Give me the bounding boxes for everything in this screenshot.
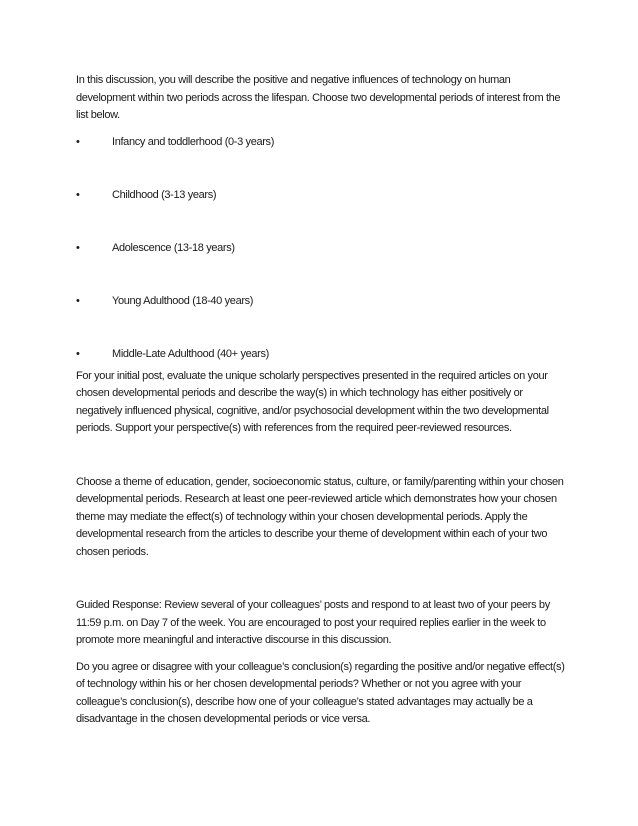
bullet-icon: •	[76, 347, 80, 360]
period-label: Middle-Late Adulthood (40+ years)	[112, 347, 269, 360]
period-label: Infancy and toddlerhood (0-3 years)	[112, 135, 275, 148]
bullet-icon: •	[76, 135, 80, 148]
period-label: Childhood (3-13 years)	[112, 188, 217, 201]
list-item	[76, 134, 566, 152]
theme-paragraph: Choose a theme of education, gender, socioeconomic status, culture, or family/parenting within your chosen developmental periods. Research at least one peer-reviewed article which demonstrates how your chosen theme may mediate the effect(s) of technology within your chosen developmental periods. Apply the developmental research from the articles to describe your theme of development within each of your two chosen periods.	[76, 475, 564, 558]
period-label: Young Adulthood (18-40 years)	[112, 294, 254, 307]
bullet-icon: •	[76, 188, 80, 201]
guided-response-paragraph: Guided Response: Review several of your colleagues’ posts and respond to at least two of your peers by 11:59 p.m. on Day 7 of the week. You are encouraged to post your required replies earlier in the week to promote more meaningful and interactive discourse in this discussion.	[76, 599, 550, 646]
questions-paragraph: Do you agree or disagree with your colleague’s conclusion(s) regarding the positive and/or negative effect(s) of technology within his or her chosen developmental periods? Whether or not you agree with your colleague’s conclusion(s), describe how one of your colleague’s stated advantages may actually be a disadvantage in the chosen developmental periods or vice versa.	[76, 660, 565, 725]
list-item	[76, 240, 566, 258]
intro-paragraph: In this discussion, you will describe the positive and negative influences of technology on human development within two periods across the lifespan. Choose two developmental periods of interest from the list below.	[76, 74, 561, 121]
bullet-icon: •	[76, 241, 80, 254]
list-item	[76, 293, 566, 311]
document-body	[76, 72, 566, 729]
list-item	[76, 346, 566, 364]
initial-post-paragraph: For your initial post, evaluate the unique scholarly perspectives presented in the required articles on your chosen developmental periods and describe the way(s) in which technology has either positively or negatively influenced physical, cognitive, and/or psychosocial development within the two developmental periods. Support your perspective(s) with references from the required peer-reviewed resources.	[76, 369, 549, 434]
list-item	[76, 187, 566, 205]
period-label: Adolescence (13-18 years)	[112, 241, 235, 254]
bullet-icon: •	[76, 294, 80, 307]
